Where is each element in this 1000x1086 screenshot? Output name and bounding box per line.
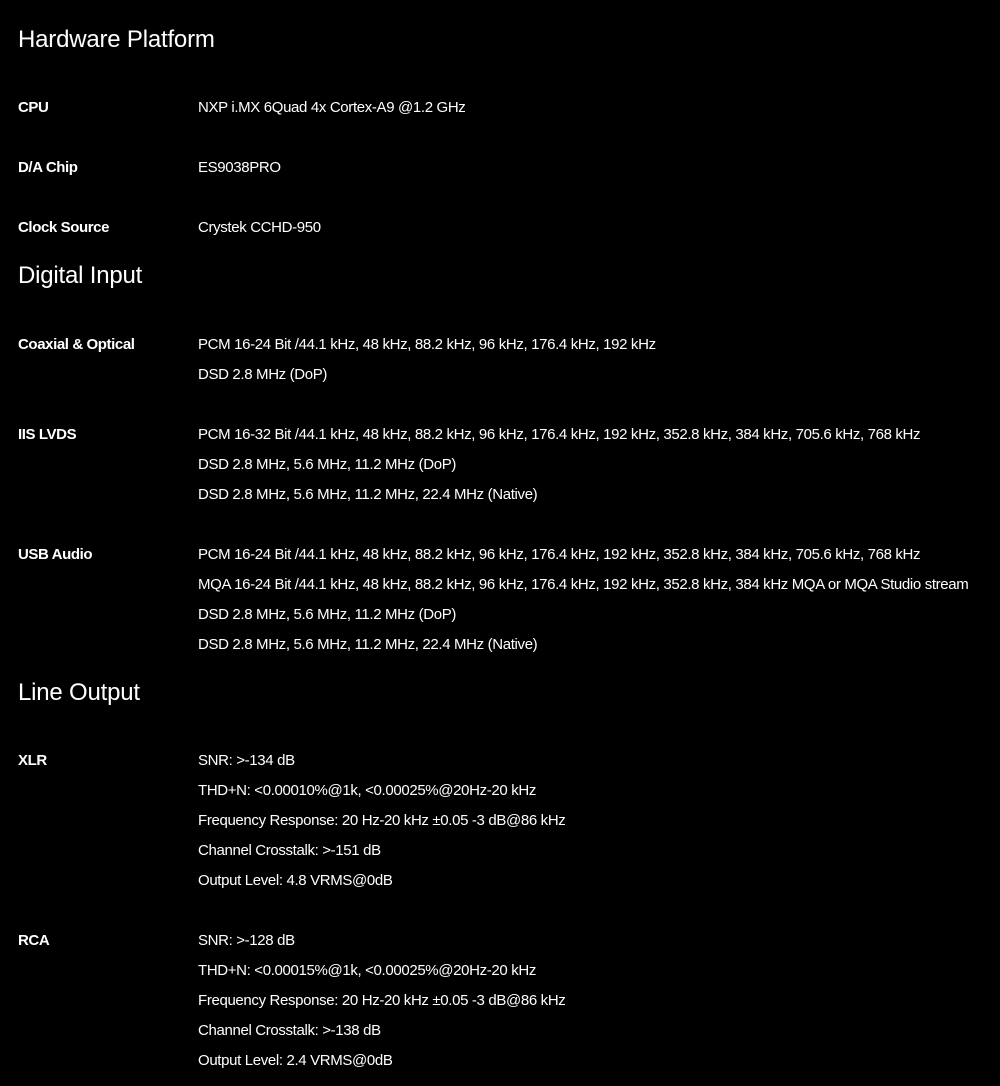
spec-label: IIS LVDS (18, 426, 77, 443)
spec-label: RCA (18, 932, 50, 949)
spec-value: ES9038PRO (198, 159, 281, 176)
spec-values (198, 93, 993, 123)
spec-value: Output Level: 4.8 VRMS@0dB (198, 872, 393, 889)
spec-label: Coaxial & Optical (18, 336, 135, 353)
spec-value: THD+N: <0.00010%@1k, <0.00025%@20Hz-20 kHz (198, 782, 537, 799)
spec-value: DSD 2.8 MHz, 5.6 MHz, 11.2 MHz (DoP) (198, 456, 457, 473)
section-digital-input (18, 261, 993, 660)
spec-value: Crystek CCHD-950 (198, 219, 321, 236)
spec-value: Frequency Response: 20 Hz-20 kHz ±0.05 -3 dB@86 kHz (198, 992, 566, 1009)
spec-value: Channel Crosstalk: >-151 dB (198, 842, 381, 859)
spec-row-xlr (18, 746, 993, 896)
spec-row-da-chip (18, 153, 993, 183)
spec-values (198, 926, 993, 1076)
spec-value: PCM 16-24 Bit /44.1 kHz, 48 kHz, 88.2 kHz, 96 kHz, 176.4 kHz, 192 kHz (198, 336, 656, 353)
spec-value: DSD 2.8 MHz (DoP) (198, 366, 328, 383)
section-title: Line Output (18, 679, 140, 706)
spec-value: MQA 16-24 Bit /44.1 kHz, 48 kHz, 88.2 kHz, 96 kHz, 176.4 kHz, 192 kHz, 352.8 kHz, 384 kHz MQA or MQA Studio stream (198, 576, 969, 593)
spec-values (198, 746, 993, 896)
spec-label: XLR (18, 752, 47, 769)
spec-value: Output Level: 2.4 VRMS@0dB (198, 1052, 393, 1069)
spec-values (198, 330, 993, 390)
spec-value: DSD 2.8 MHz, 5.6 MHz, 11.2 MHz, 22.4 MHz (Native) (198, 486, 538, 503)
spec-value: THD+N: <0.00015%@1k, <0.00025%@20Hz-20 kHz (198, 962, 537, 979)
spec-value: PCM 16-32 Bit /44.1 kHz, 48 kHz, 88.2 kHz, 96 kHz, 176.4 kHz, 192 kHz, 352.8 kHz, 384 kHz, 705.6 kHz, 768 kHz (198, 426, 921, 443)
section-line-output (18, 678, 993, 1076)
spec-row-coaxial-optical (18, 330, 993, 390)
section-hardware-platform (18, 25, 993, 243)
section-title: Hardware Platform (18, 26, 215, 53)
section-title: Digital Input (18, 262, 143, 289)
spec-values (198, 420, 993, 510)
spec-value: SNR: >-134 dB (198, 752, 295, 769)
spec-row-usb-audio (18, 540, 993, 660)
spec-value: SNR: >-128 dB (198, 932, 295, 949)
spec-values (198, 153, 993, 183)
spec-value: Frequency Response: 20 Hz-20 kHz ±0.05 -3 dB@86 kHz (198, 812, 566, 829)
spec-row-iis-lvds (18, 420, 993, 510)
spec-row-cpu (18, 93, 993, 123)
spec-value: Channel Crosstalk: >-138 dB (198, 1022, 381, 1039)
spec-values (198, 213, 993, 243)
spec-label: Clock Source (18, 219, 110, 236)
spec-value: DSD 2.8 MHz, 5.6 MHz, 11.2 MHz, 22.4 MHz (Native) (198, 636, 538, 653)
spec-row-rca (18, 926, 993, 1076)
spec-label: USB Audio (18, 546, 93, 563)
spec-sheet (18, 0, 993, 1076)
spec-label: CPU (18, 99, 49, 116)
spec-value: DSD 2.8 MHz, 5.6 MHz, 11.2 MHz (DoP) (198, 606, 457, 623)
spec-label: D/A Chip (18, 159, 78, 176)
spec-value: PCM 16-24 Bit /44.1 kHz, 48 kHz, 88.2 kHz, 96 kHz, 176.4 kHz, 192 kHz, 352.8 kHz, 384 kHz, 705.6 kHz, 768 kHz (198, 546, 921, 563)
spec-value: NXP i.MX 6Quad 4x Cortex-A9 @1.2 GHz (198, 99, 466, 116)
spec-row-clock-source (18, 213, 993, 243)
spec-values (198, 540, 993, 660)
